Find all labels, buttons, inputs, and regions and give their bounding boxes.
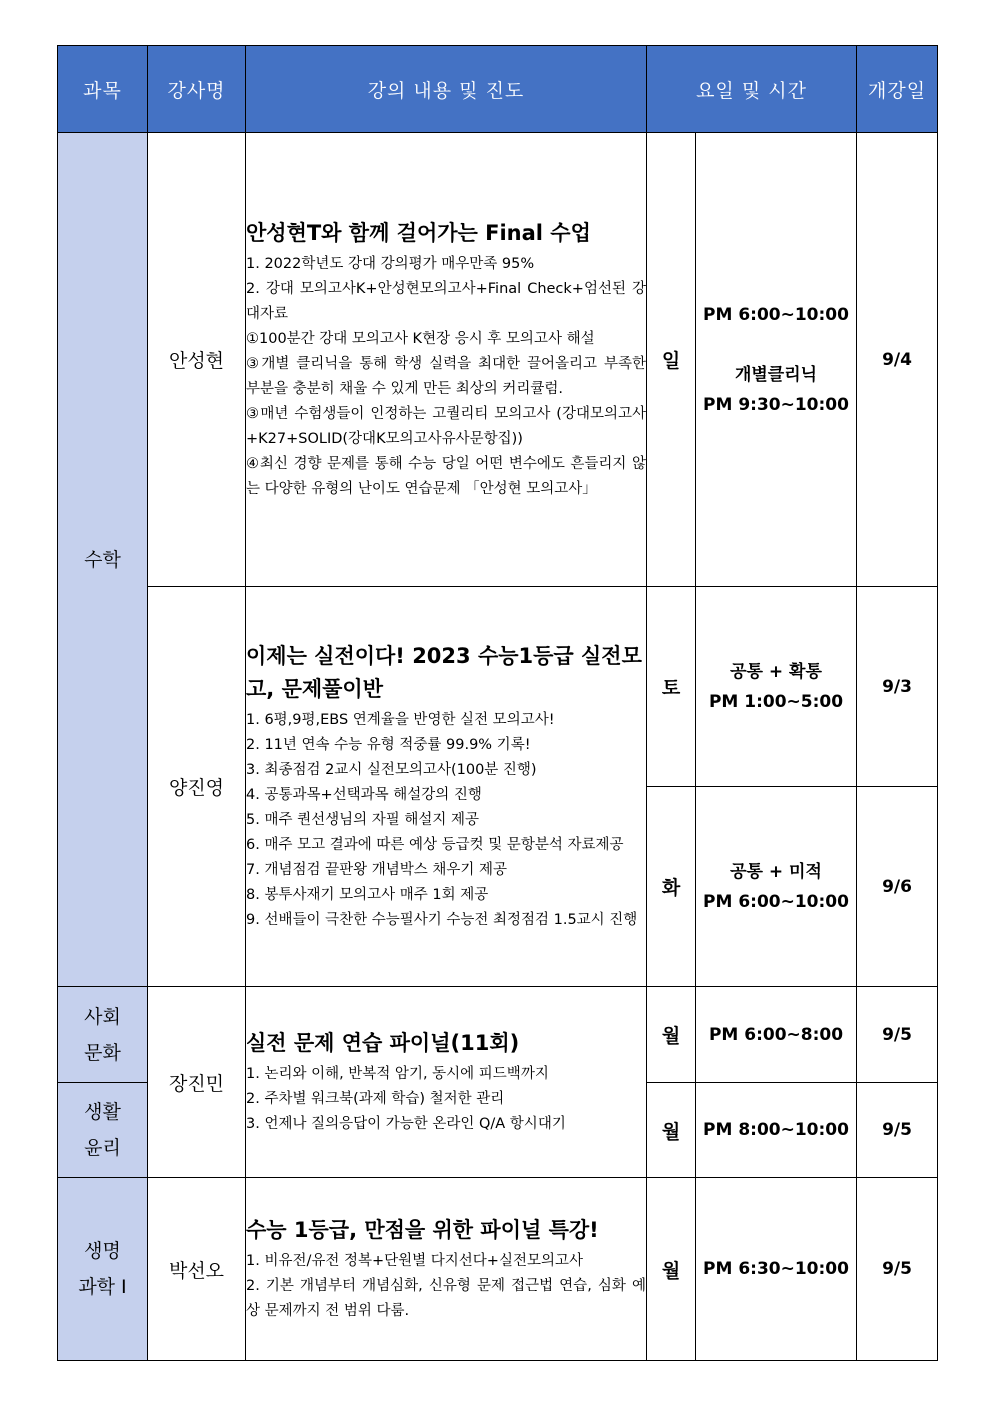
course-details bbox=[246, 1249, 646, 1324]
detail-line: 6. 매주 모고 결과에 따른 예상 등급컷 및 문항분석 자료제공 bbox=[246, 837, 624, 853]
course-title: 안성현T와 함께 걸어가는 Final 수업 bbox=[246, 221, 591, 245]
subject-label: 생활 윤리 bbox=[84, 1101, 121, 1159]
detail-line: 5. 매주 퀀선생님의 자필 해설지 제공 bbox=[246, 812, 479, 828]
teacher-name: 양진영 bbox=[148, 587, 246, 987]
detail-line: 4. 공통과목+선택과목 해설강의 진행 bbox=[246, 787, 482, 803]
clinic-time: PM 9:30~10:00 bbox=[703, 394, 849, 415]
subject-math: 수학 bbox=[58, 133, 148, 987]
lecture-schedule-table bbox=[57, 45, 938, 1361]
course-content bbox=[246, 587, 647, 987]
table-row bbox=[58, 133, 938, 587]
detail-line: ③개별 클리닉을 통해 학생 실력을 최대한 끌어올리고 부족한 부분을 충분히 채울 수 있게 만든 최상의 커리큘럼. bbox=[246, 356, 646, 397]
detail-line: 2. 11년 연속 수능 유형 적중률 99.9% 기록! bbox=[246, 737, 531, 753]
detail-line: ①100분간 강대 모의고사 K현장 응시 후 모의고사 해설 bbox=[246, 331, 595, 347]
class-time bbox=[696, 133, 857, 587]
detail-line: 7. 개념점검 끝판왕 개념박스 채우기 제공 bbox=[246, 862, 507, 878]
course-title: 수능 1등급, 만점을 위한 파이널 특강! bbox=[246, 1218, 599, 1242]
class-time: PM 8:00~10:00 bbox=[696, 1083, 857, 1178]
header-teacher: 강사명 bbox=[148, 46, 246, 133]
course-title: 이제는 실전이다! 2023 수능1등급 실전모고, 문제풀이반 bbox=[246, 644, 642, 701]
clinic-label: 개별클리닉 bbox=[734, 364, 818, 385]
course-content bbox=[246, 1178, 647, 1361]
class-time bbox=[696, 787, 857, 987]
course-details bbox=[246, 252, 646, 502]
time-main: PM 6:00~10:00 bbox=[703, 304, 849, 325]
detail-line: 1. 6평,9평,EBS 연계율을 반영한 실전 모의고사! bbox=[246, 712, 555, 728]
detail-line: 1. 논리와 이해, 반복적 암기, 동시에 피드백까지 bbox=[246, 1066, 549, 1082]
header-content: 강의 내용 및 진도 bbox=[246, 46, 647, 133]
header-row bbox=[58, 46, 938, 133]
teacher-name: 안성현 bbox=[148, 133, 246, 587]
start-date: 9/5 bbox=[857, 1178, 938, 1361]
detail-line: 2. 주차별 워크북(과제 학습) 철저한 관리 bbox=[246, 1091, 505, 1107]
subject-label: 생명 과학 I bbox=[78, 1240, 127, 1298]
day-of-week: 월 bbox=[647, 1083, 696, 1178]
time-main: PM 6:00~10:00 bbox=[703, 891, 849, 912]
course-track: 공통 + 미적 bbox=[730, 861, 822, 882]
start-date: 9/6 bbox=[857, 787, 938, 987]
detail-line: 9. 선배들이 극찬한 수능필사기 수능전 최정점검 1.5교시 진행 bbox=[246, 912, 638, 928]
start-date: 9/4 bbox=[857, 133, 938, 587]
header-schedule: 요일 및 시간 bbox=[647, 46, 857, 133]
class-time: PM 6:00~8:00 bbox=[696, 987, 857, 1083]
header-start-date: 개강일 bbox=[857, 46, 938, 133]
course-details bbox=[246, 1062, 646, 1137]
detail-line: ③매년 수험생들이 인정하는 고퀄리티 모의고사 (강대모의고사+K27+SOLID(강대K모의고사유사문항집)) bbox=[246, 406, 646, 447]
detail-line: ④최신 경향 문제를 통해 수능 당일 어떤 변수에도 흔들리지 않는 다양한 유형의 난이도 연습문제 「안성현 모의고사」 bbox=[246, 456, 646, 497]
header-subject: 과목 bbox=[58, 46, 148, 133]
course-content bbox=[246, 133, 647, 587]
time-main: PM 1:00~5:00 bbox=[708, 691, 844, 712]
detail-line: 2. 기본 개념부터 개념심화, 신유형 문제 접근법 연습, 심화 예상 문제까지 전 범위 다룸. bbox=[246, 1278, 646, 1319]
detail-line: 1. 2022학년도 강대 강의평가 매우만족 95% bbox=[246, 256, 535, 272]
subject-social-culture bbox=[58, 987, 148, 1083]
teacher-name: 장진민 bbox=[148, 987, 246, 1178]
day-of-week: 일 bbox=[647, 133, 696, 587]
detail-line: 1. 비유전/유전 정복+단원별 다지선다+실전모의고사 bbox=[246, 1253, 583, 1269]
day-of-week: 월 bbox=[647, 987, 696, 1083]
start-date: 9/3 bbox=[857, 587, 938, 787]
subject-biology bbox=[58, 1178, 148, 1361]
start-date: 9/5 bbox=[857, 1083, 938, 1178]
detail-line: 3. 언제나 질의응답이 가능한 온라인 Q/A 항시대기 bbox=[246, 1116, 566, 1132]
class-time: PM 6:30~10:00 bbox=[696, 1178, 857, 1361]
table-row bbox=[58, 1178, 938, 1361]
course-details bbox=[246, 708, 646, 933]
subject-label: 사회 문화 bbox=[84, 1005, 121, 1064]
detail-line: 8. 봉투사재기 모의고사 매주 1회 제공 bbox=[246, 887, 489, 903]
detail-line: 2. 강대 모의고사K+안성현모의고사+Final Check+엄선된 강대자료 bbox=[246, 281, 646, 322]
detail-line: 3. 최종점검 2교시 실전모의고사(100분 진행) bbox=[246, 762, 537, 778]
teacher-name: 박선오 bbox=[148, 1178, 246, 1361]
subject-ethics bbox=[58, 1083, 148, 1178]
table-row bbox=[58, 587, 938, 787]
start-date: 9/5 bbox=[857, 987, 938, 1083]
course-track: 공통 + 확통 bbox=[730, 661, 822, 682]
course-title: 실전 문제 연습 파이널(11회) bbox=[246, 1031, 520, 1055]
table-row bbox=[58, 987, 938, 1083]
class-time bbox=[696, 587, 857, 787]
course-content bbox=[246, 987, 647, 1178]
day-of-week: 월 bbox=[647, 1178, 696, 1361]
day-of-week: 화 bbox=[647, 787, 696, 987]
day-of-week: 토 bbox=[647, 587, 696, 787]
